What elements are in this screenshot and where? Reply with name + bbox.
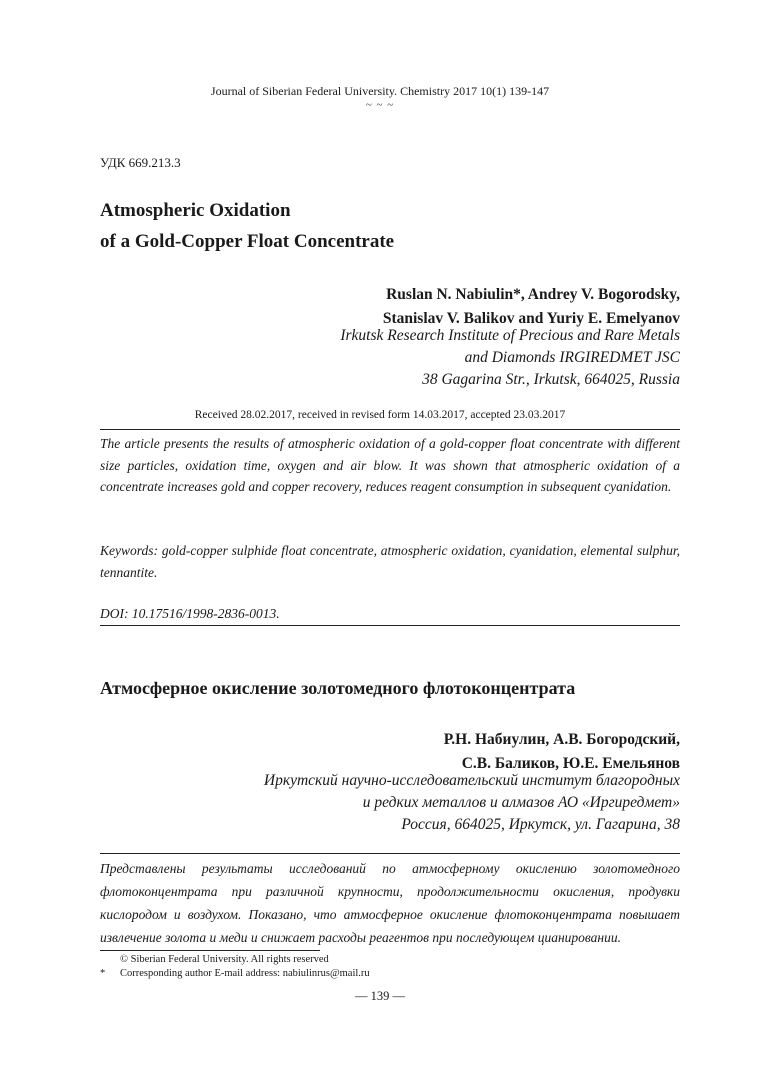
article-title-ru: Атмосферное окисление золотомедного флотоконцентрата [100,678,576,698]
article-title-en [100,195,394,257]
footnote-divider [100,950,320,951]
affiliation-ru-line-1: Иркутский научно-исследовательский институт благородных [263,772,680,789]
authors-line-2: Stanislav V. Balikov and Yuriy E. Emelyanov [382,310,680,327]
divider-ru [100,853,680,854]
received-dates: Received 28.02.2017, received in revised form 14.03.2017, accepted 23.03.2017 [194,409,566,421]
affiliation-line-1: Irkutsk Research Institute of Precious and Rare Metals [340,327,680,344]
udk-code: УДК 669.213.3 [100,155,181,170]
title-line-1: Atmospheric Oxidation [100,200,291,221]
journal-header: Journal of Siberian Federal University. Chemistry 2017 10(1) 139-147 [210,84,550,98]
affiliation-line-2: and Diamonds IRGIREDMET JSC [464,349,680,366]
affiliation-line-3: 38 Gagarina Str., Irkutsk, 664025, Russia [422,371,680,388]
doi: DOI: 10.17516/1998-2836-0013. [100,606,280,621]
footnote-asterisk: * [100,968,106,979]
divider-after-doi [100,625,680,626]
divider-top [100,429,680,430]
affiliation-ru-line-2: и редких металлов и алмазов АО «Иргиредмет» [362,794,680,811]
affiliation-ru [264,770,680,836]
abstract-en: The article presents the results of atmospheric oxidation of a gold-copper float concentrate with different size particles, oxidation time, oxygen and air blow. It was shown that atmospheric oxidation of a concentrate increases gold and copper recovery, reduces reagent consumption in subsequent cyanidation. [100,436,680,494]
affiliation-en [340,325,680,391]
title-line-2: of a Gold-Copper Float Concentrate [100,231,395,252]
authors-en [383,283,680,331]
header-ornament: ~ ~ ~ [365,99,395,111]
copyright-footnote: © Siberian Federal University. All rights reserved [120,954,329,965]
abstract-ru: Представлены результаты исследований по атмосферному окислению золотомедного флотоконцентрата при различной крупности, продолжительности окисления, продувки кислородом и воздухом. Показано, что атмосферное окисление флотоконцентрата повышает извлечение золота и меди и снижает расходы реагентов при последующем цианировании. [100,861,680,945]
authors-line-1: Ruslan N. Nabiulin*, Andrey V. Bogorodsky, [386,286,680,303]
authors-ru-line-1: Р.Н. Набиулин, А.В. Богородский, [443,731,680,748]
authors-ru-line-2: С.В. Баликов, Ю.Е. Емельянов [461,755,680,772]
page-number: — 139 — [355,989,405,1003]
keywords-en: Keywords: gold-copper sulphide float concentrate, atmospheric oxidation, cyanidation, elemental sulphur, tennantite. [100,543,680,580]
corresponding-footnote [100,967,370,981]
corresponding-author-email: Corresponding author E-mail address: nabiulinrus@mail.ru [120,968,370,979]
affiliation-ru-line-3: Россия, 664025, Иркутск, ул. Гагарина, 38 [401,816,680,833]
authors-ru [444,728,680,776]
